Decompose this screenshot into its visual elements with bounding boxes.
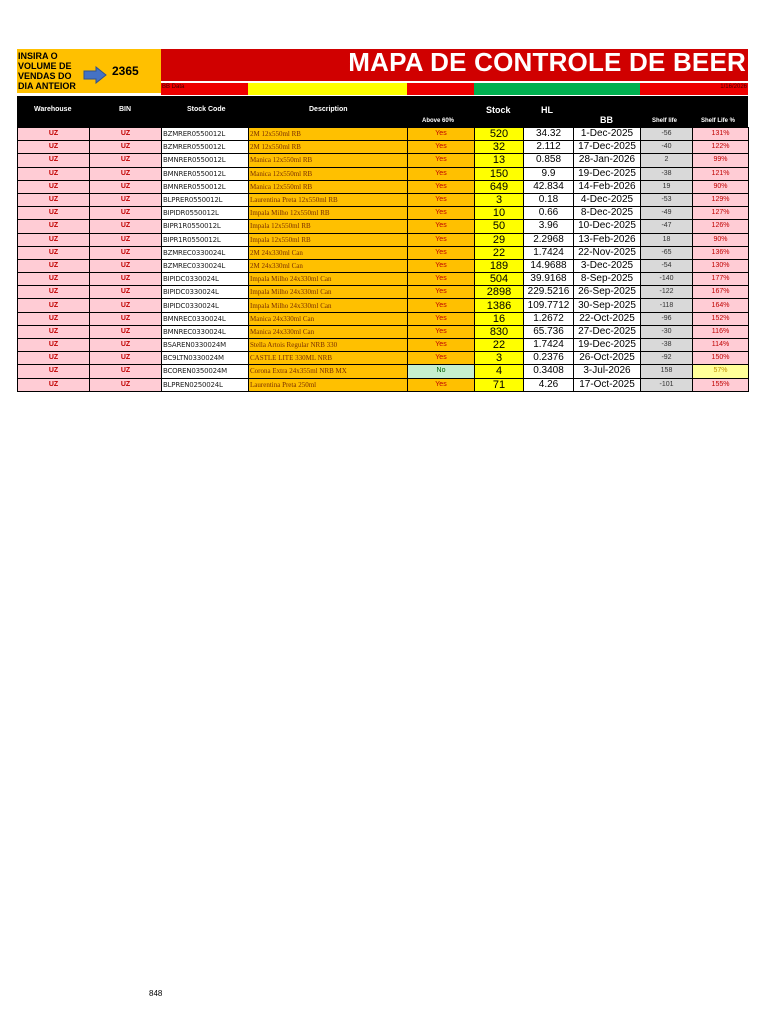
warehouse-cell[interactable]: UZ	[18, 220, 90, 233]
hl-cell[interactable]: 1.2672	[524, 312, 574, 325]
shelf-life-pct-cell[interactable]: 127%	[693, 207, 749, 220]
above-60-cell[interactable]: Yes	[408, 154, 475, 167]
header-above-60: Above 60%	[422, 118, 455, 124]
above-60-cell[interactable]: Yes	[408, 299, 475, 312]
bin-cell[interactable]: UZ	[90, 167, 162, 180]
hl-cell[interactable]: 4.26	[524, 378, 574, 391]
warehouse-cell[interactable]: UZ	[18, 180, 90, 193]
shelf-life-cell[interactable]: -49	[641, 207, 693, 220]
table-row	[18, 378, 749, 391]
description-cell[interactable]: Impala Milho 24x330ml Can	[249, 299, 408, 312]
shelf-life-pct-cell[interactable]: 116%	[693, 325, 749, 338]
shelf-life-pct-cell[interactable]: 167%	[693, 286, 749, 299]
stock-code-cell[interactable]: BMNRER0550012L	[162, 180, 249, 193]
stock-code-cell[interactable]: BMNREC0330024L	[162, 325, 249, 338]
shelf-life-cell[interactable]: -140	[641, 273, 693, 286]
stock-code-cell[interactable]: BSAREN0330024M	[162, 339, 249, 352]
shelf-life-pct-cell[interactable]: 177%	[693, 273, 749, 286]
shelf-life-cell[interactable]: -96	[641, 312, 693, 325]
stock-cell[interactable]: 830	[475, 325, 524, 338]
table-row	[18, 167, 749, 180]
above-60-cell[interactable]: Yes	[408, 180, 475, 193]
hl-cell[interactable]: 0.3408	[524, 365, 574, 378]
above-60-cell[interactable]: Yes	[408, 193, 475, 206]
warehouse-cell[interactable]: UZ	[18, 167, 90, 180]
bb-date-cell[interactable]: 17-Dec-2025	[574, 141, 641, 154]
above-60-cell[interactable]: Yes	[408, 220, 475, 233]
table-row	[18, 325, 749, 338]
hl-cell[interactable]: 3.96	[524, 220, 574, 233]
stock-cell[interactable]: 29	[475, 233, 524, 246]
hl-cell[interactable]: 0.66	[524, 207, 574, 220]
above-60-cell[interactable]: No	[408, 365, 475, 378]
shelf-life-cell[interactable]: 2	[641, 154, 693, 167]
table-row	[18, 128, 749, 141]
warehouse-cell[interactable]: UZ	[18, 273, 90, 286]
hl-cell[interactable]: 0.2376	[524, 352, 574, 365]
header-bin: BIN	[119, 106, 132, 113]
description-cell[interactable]: 2M 12x550ml RB	[249, 141, 408, 154]
bb-date-cell[interactable]: 13-Feb-2026	[574, 233, 641, 246]
bin-cell[interactable]: UZ	[90, 154, 162, 167]
shelf-life-pct-cell[interactable]: 152%	[693, 312, 749, 325]
warehouse-cell[interactable]: UZ	[18, 154, 90, 167]
stock-cell[interactable]: 520	[475, 128, 524, 141]
above-60-cell[interactable]: Yes	[408, 339, 475, 352]
warehouse-cell[interactable]: UZ	[18, 339, 90, 352]
stock-code-cell[interactable]: BLPREN0250024L	[162, 378, 249, 391]
table-row	[18, 365, 749, 378]
description-cell[interactable]: 2M 12x550ml RB	[249, 128, 408, 141]
shelf-life-pct-cell[interactable]: 150%	[693, 352, 749, 365]
shelf-life-pct-cell[interactable]: 130%	[693, 259, 749, 272]
bin-cell[interactable]: UZ	[90, 128, 162, 141]
bb-date-cell[interactable]: 3-Jul-2026	[574, 365, 641, 378]
shelf-life-cell[interactable]: -56	[641, 128, 693, 141]
header-description: Description	[309, 106, 348, 113]
hl-cell[interactable]: 1.7424	[524, 339, 574, 352]
above-60-cell[interactable]: Yes	[408, 141, 475, 154]
bb-date-cell[interactable]: 4-Dec-2025	[574, 193, 641, 206]
bin-cell[interactable]: UZ	[90, 220, 162, 233]
description-cell[interactable]: 2M 24x330ml Can	[249, 259, 408, 272]
bin-cell[interactable]: UZ	[90, 180, 162, 193]
stock-code-cell[interactable]: BC9LTN0330024M	[162, 352, 249, 365]
above-60-cell[interactable]: Yes	[408, 378, 475, 391]
above-60-cell[interactable]: Yes	[408, 246, 475, 259]
hl-cell[interactable]: 0.858	[524, 154, 574, 167]
header-bb: BB	[600, 115, 613, 125]
bb-date-cell[interactable]: 27-Dec-2025	[574, 325, 641, 338]
bin-cell[interactable]: UZ	[90, 352, 162, 365]
stock-cell[interactable]: 1386	[475, 299, 524, 312]
description-cell[interactable]: Impala 12x550ml RB	[249, 233, 408, 246]
table-row	[18, 180, 749, 193]
shelf-life-pct-cell[interactable]: 57%	[693, 365, 749, 378]
shelf-life-cell[interactable]: 19	[641, 180, 693, 193]
table-header	[17, 96, 748, 127]
stock-cell[interactable]: 150	[475, 167, 524, 180]
stock-cell[interactable]: 50	[475, 220, 524, 233]
above-60-cell[interactable]: Yes	[408, 233, 475, 246]
above-60-cell[interactable]: Yes	[408, 286, 475, 299]
stock-code-cell[interactable]: BIPR1R0550012L	[162, 220, 249, 233]
bin-cell[interactable]: UZ	[90, 273, 162, 286]
bin-cell[interactable]: UZ	[90, 207, 162, 220]
stock-code-cell[interactable]: BIPIDC0330024L	[162, 299, 249, 312]
shelf-life-cell[interactable]: -30	[641, 325, 693, 338]
shelf-life-cell[interactable]: -92	[641, 352, 693, 365]
table-row	[18, 299, 749, 312]
stock-cell[interactable]: 504	[475, 273, 524, 286]
shelf-life-pct-cell[interactable]: 122%	[693, 141, 749, 154]
stock-cell[interactable]: 4	[475, 365, 524, 378]
shelf-life-pct-cell[interactable]: 129%	[693, 193, 749, 206]
stock-code-cell[interactable]: BIPIDC0330024L	[162, 286, 249, 299]
hl-cell[interactable]: 0.18	[524, 193, 574, 206]
warehouse-cell[interactable]: UZ	[18, 299, 90, 312]
hl-cell[interactable]: 14.9688	[524, 259, 574, 272]
header-shelf-life-pct: Shelf Life %	[701, 118, 736, 124]
bb-date-cell[interactable]: 8-Sep-2025	[574, 273, 641, 286]
stock-code-cell[interactable]: BIPIDR0550012L	[162, 207, 249, 220]
description-cell[interactable]: Laurentina Preta 12x550ml RB	[249, 193, 408, 206]
shelf-life-pct-cell[interactable]: 126%	[693, 220, 749, 233]
bb-date-cell[interactable]: 10-Dec-2025	[574, 220, 641, 233]
warehouse-cell[interactable]: UZ	[18, 286, 90, 299]
bb-date-cell[interactable]: 28-Jan-2026	[574, 154, 641, 167]
table-row	[18, 141, 749, 154]
stock-code-cell[interactable]: BIPIDC0330024L	[162, 273, 249, 286]
description-cell[interactable]: Impala Milho 24x330ml Can	[249, 273, 408, 286]
bin-cell[interactable]: UZ	[90, 339, 162, 352]
description-cell[interactable]: Manica 12x550ml RB	[249, 154, 408, 167]
bin-cell[interactable]: UZ	[90, 246, 162, 259]
stock-code-cell[interactable]: BCOREN0350024M	[162, 365, 249, 378]
table-row	[18, 246, 749, 259]
stock-cell[interactable]: 22	[475, 246, 524, 259]
warehouse-cell[interactable]: UZ	[18, 352, 90, 365]
shelf-life-cell[interactable]: -101	[641, 378, 693, 391]
bin-cell[interactable]: UZ	[90, 378, 162, 391]
description-cell[interactable]: CASTLE LITE 330ML NRB	[249, 352, 408, 365]
stock-code-cell[interactable]: BMNRER0550012L	[162, 154, 249, 167]
above-60-cell[interactable]: Yes	[408, 167, 475, 180]
above-60-cell[interactable]: Yes	[408, 128, 475, 141]
strip-date: 1/16/2026	[720, 84, 747, 90]
description-cell[interactable]: Impala 12x550ml RB	[249, 220, 408, 233]
bb-date-cell[interactable]: 22-Oct-2025	[574, 312, 641, 325]
warehouse-cell[interactable]: UZ	[18, 207, 90, 220]
stock-code-cell[interactable]: BLPRER0550012L	[162, 193, 249, 206]
description-cell[interactable]: Stella Artois Regular NRB 330	[249, 339, 408, 352]
table-row	[18, 339, 749, 352]
stock-cell[interactable]: 71	[475, 378, 524, 391]
shelf-life-cell[interactable]: 158	[641, 365, 693, 378]
warehouse-cell[interactable]: UZ	[18, 246, 90, 259]
hl-cell[interactable]: 2.112	[524, 141, 574, 154]
shelf-life-cell[interactable]: -54	[641, 259, 693, 272]
description-cell[interactable]: Manica 12x550ml RB	[249, 167, 408, 180]
warehouse-cell[interactable]: UZ	[18, 141, 90, 154]
bb-date-cell[interactable]: 26-Oct-2025	[574, 352, 641, 365]
shelf-life-cell[interactable]: -65	[641, 246, 693, 259]
warehouse-cell[interactable]: UZ	[18, 312, 90, 325]
shelf-life-pct-cell[interactable]: 90%	[693, 180, 749, 193]
bin-cell[interactable]: UZ	[90, 286, 162, 299]
bin-cell[interactable]: UZ	[90, 259, 162, 272]
shelf-life-cell[interactable]: 18	[641, 233, 693, 246]
status-strip-red-2	[407, 83, 474, 95]
stock-cell[interactable]: 32	[475, 141, 524, 154]
header-shelf-life: Shelf life	[652, 118, 678, 124]
stock-cell[interactable]: 189	[475, 259, 524, 272]
above-60-cell[interactable]: Yes	[408, 325, 475, 338]
bb-date-cell[interactable]: 26-Sep-2025	[574, 286, 641, 299]
warehouse-cell[interactable]: UZ	[18, 325, 90, 338]
stock-cell[interactable]: 2898	[475, 286, 524, 299]
shelf-life-pct-cell[interactable]: 155%	[693, 378, 749, 391]
above-60-cell[interactable]: Yes	[408, 207, 475, 220]
stock-cell[interactable]: 649	[475, 180, 524, 193]
bin-cell[interactable]: UZ	[90, 233, 162, 246]
bb-date-cell[interactable]: 8-Dec-2025	[574, 207, 641, 220]
table-row	[18, 207, 749, 220]
stock-code-cell[interactable]: BZMRER0550012L	[162, 141, 249, 154]
stock-cell[interactable]: 16	[475, 312, 524, 325]
hl-cell[interactable]: 34.32	[524, 128, 574, 141]
description-cell[interactable]: Impala Milho 12x550ml RB	[249, 207, 408, 220]
shelf-life-pct-cell[interactable]: 136%	[693, 246, 749, 259]
bin-cell[interactable]: UZ	[90, 325, 162, 338]
warehouse-cell[interactable]: UZ	[18, 378, 90, 391]
stock-code-cell[interactable]: BZMRER0550012L	[162, 128, 249, 141]
table-row	[18, 273, 749, 286]
shelf-life-cell[interactable]: -40	[641, 141, 693, 154]
above-60-cell[interactable]: Yes	[408, 259, 475, 272]
hl-cell[interactable]: 1.7424	[524, 246, 574, 259]
shelf-life-pct-cell[interactable]: 114%	[693, 339, 749, 352]
header-warehouse: Warehouse	[34, 106, 72, 113]
warehouse-cell[interactable]: UZ	[18, 233, 90, 246]
bb-date-cell[interactable]: 22-Nov-2025	[574, 246, 641, 259]
bb-date-cell[interactable]: 17-Oct-2025	[574, 378, 641, 391]
bin-cell[interactable]: UZ	[90, 141, 162, 154]
stock-cell[interactable]: 10	[475, 207, 524, 220]
table-row	[18, 233, 749, 246]
table-row	[18, 193, 749, 206]
stock-cell[interactable]: 3	[475, 352, 524, 365]
hl-cell[interactable]: 9.9	[524, 167, 574, 180]
status-strip-green	[474, 83, 640, 95]
hl-cell[interactable]: 39.9168	[524, 273, 574, 286]
shelf-life-pct-cell[interactable]: 164%	[693, 299, 749, 312]
hl-cell[interactable]: 109.7712	[524, 299, 574, 312]
description-cell[interactable]: Manica 24x330ml Can	[249, 312, 408, 325]
bb-date-cell[interactable]: 3-Dec-2025	[574, 259, 641, 272]
warehouse-cell[interactable]: UZ	[18, 128, 90, 141]
shelf-life-cell[interactable]: -53	[641, 193, 693, 206]
above-60-cell[interactable]: Yes	[408, 352, 475, 365]
sales-volume-label: INSIRA O VOLUME DE VENDAS DO DIA ANTEIOR	[17, 49, 89, 93]
sales-volume-value[interactable]: 2365	[112, 64, 139, 78]
description-cell[interactable]: Manica 24x330ml Can	[249, 325, 408, 338]
warehouse-cell[interactable]: UZ	[18, 365, 90, 378]
shelf-life-cell[interactable]: -47	[641, 220, 693, 233]
bb-date-cell[interactable]: 1-Dec-2025	[574, 128, 641, 141]
shelf-life-cell[interactable]: -38	[641, 167, 693, 180]
stock-code-cell[interactable]: BMNREC0330024L	[162, 312, 249, 325]
description-cell[interactable]: Corona Extra 24x355ml NRB MX	[249, 365, 408, 378]
warehouse-cell[interactable]: UZ	[18, 193, 90, 206]
stock-cell[interactable]: 22	[475, 339, 524, 352]
header-hl: HL	[541, 105, 553, 115]
shelf-life-pct-cell[interactable]: 121%	[693, 167, 749, 180]
bb-date-cell[interactable]: 19-Dec-2025	[574, 167, 641, 180]
arrow-right-icon	[83, 66, 107, 84]
description-cell[interactable]: 2M 24x330ml Can	[249, 246, 408, 259]
header-stock: Stock	[486, 105, 511, 115]
hl-cell[interactable]: 2.2968	[524, 233, 574, 246]
page-number: 848	[149, 989, 163, 998]
above-60-cell[interactable]: Yes	[408, 312, 475, 325]
stock-cell[interactable]: 3	[475, 193, 524, 206]
shelf-life-cell[interactable]: -122	[641, 286, 693, 299]
shelf-life-pct-cell[interactable]: 131%	[693, 128, 749, 141]
status-strip-yellow	[248, 83, 407, 95]
stock-code-cell[interactable]: BZMREC0330024L	[162, 246, 249, 259]
stock-code-cell[interactable]: BIPR1R0550012L	[162, 233, 249, 246]
table-row	[18, 286, 749, 299]
description-cell[interactable]: Laurentina Preta 250ml	[249, 378, 408, 391]
page-title: MAPA DE CONTROLE DE BEER	[348, 47, 746, 77]
table-row	[18, 220, 749, 233]
shelf-life-pct-cell[interactable]: 99%	[693, 154, 749, 167]
shelf-life-cell[interactable]: -118	[641, 299, 693, 312]
stock-code-cell[interactable]: BMNRER0550012L	[162, 167, 249, 180]
table-row	[18, 312, 749, 325]
bin-cell[interactable]: UZ	[90, 365, 162, 378]
bin-cell[interactable]: UZ	[90, 193, 162, 206]
warehouse-cell[interactable]: UZ	[18, 259, 90, 272]
bb-date-cell[interactable]: 14-Feb-2026	[574, 180, 641, 193]
table-row	[18, 259, 749, 272]
table-row	[18, 352, 749, 365]
header-stock-code: Stock Code	[187, 106, 226, 113]
shelf-life-cell[interactable]: -38	[641, 339, 693, 352]
bb-date-cell[interactable]: 19-Dec-2025	[574, 339, 641, 352]
stock-code-cell[interactable]: BZMREC0330024L	[162, 259, 249, 272]
table-row	[18, 154, 749, 167]
bin-cell[interactable]: UZ	[90, 299, 162, 312]
hl-cell[interactable]: 229.5216	[524, 286, 574, 299]
above-60-cell[interactable]: Yes	[408, 273, 475, 286]
strip-label: BB Data	[162, 84, 185, 90]
bb-date-cell[interactable]: 30-Sep-2025	[574, 299, 641, 312]
beer-stock-table	[17, 127, 749, 392]
shelf-life-pct-cell[interactable]: 90%	[693, 233, 749, 246]
hl-cell[interactable]: 65.736	[524, 325, 574, 338]
stock-cell[interactable]: 13	[475, 154, 524, 167]
description-cell[interactable]: Manica 12x550ml RB	[249, 180, 408, 193]
bin-cell[interactable]: UZ	[90, 312, 162, 325]
description-cell[interactable]: Impala Milho 24x330ml Can	[249, 286, 408, 299]
hl-cell[interactable]: 42.834	[524, 180, 574, 193]
